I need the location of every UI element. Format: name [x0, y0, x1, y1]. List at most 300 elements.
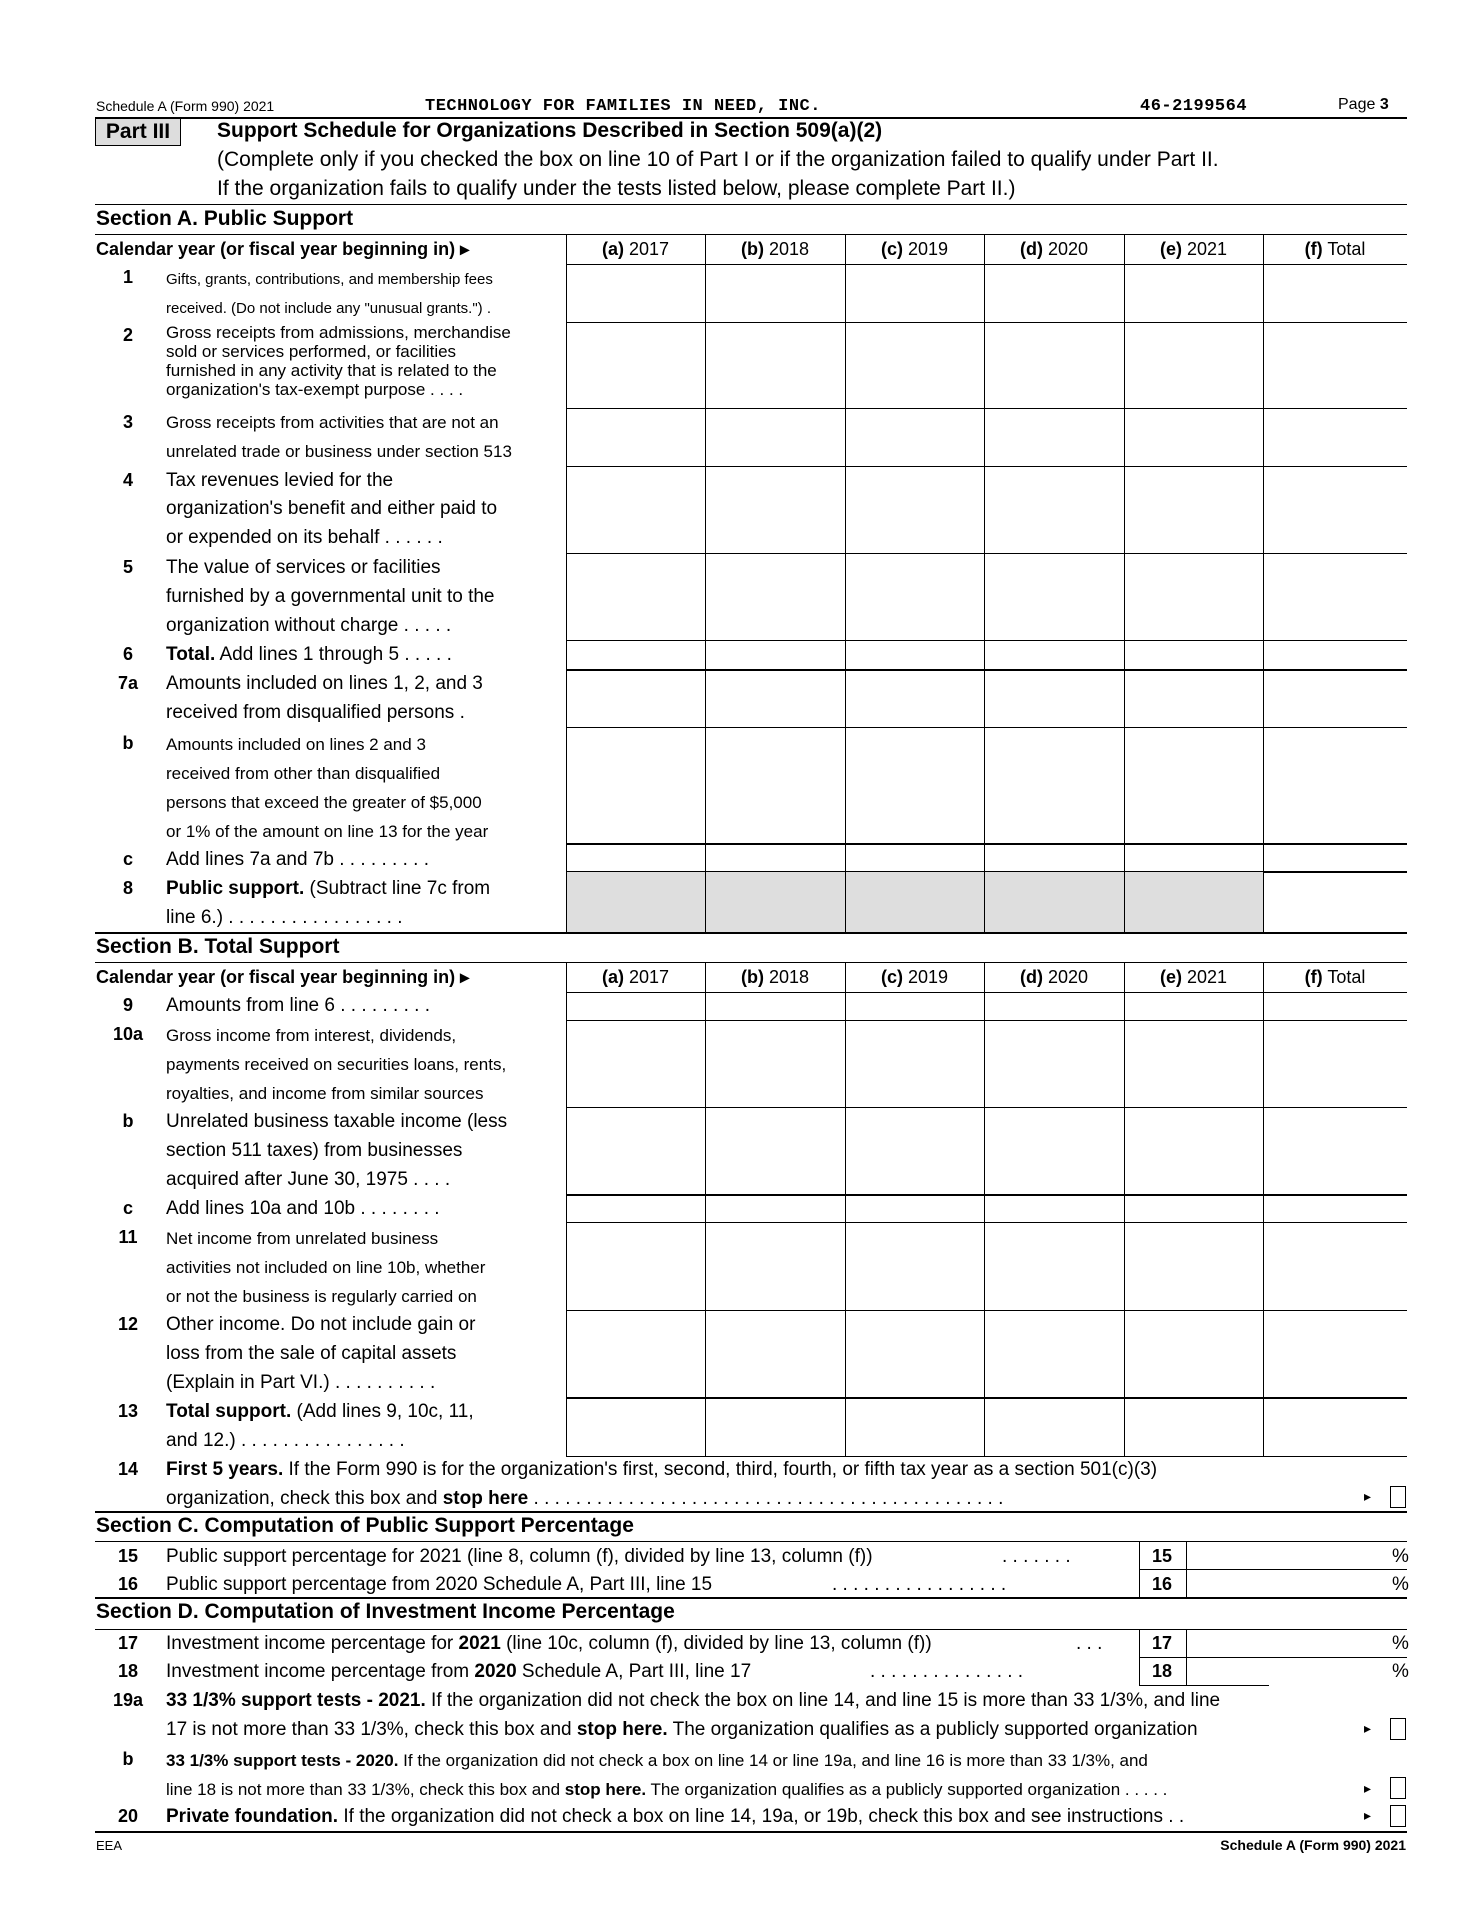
line-number: 12 — [117, 1314, 139, 1334]
line-text-pre: Investment income percentage from — [166, 1661, 475, 1682]
line-text: or not the business is regularly carried on — [166, 1287, 477, 1306]
amount-cell[interactable] — [1264, 1021, 1407, 1107]
amount-cell[interactable] — [985, 1311, 1124, 1397]
leader-dots: . . . . . . . . . . . . . . . . . — [832, 1574, 1007, 1595]
line-text-post: Schedule A, Part III, line 17 — [516, 1661, 752, 1682]
amount-cell[interactable] — [1125, 1223, 1263, 1310]
year-bold: 2021 — [458, 1633, 501, 1654]
amount-cell[interactable] — [706, 1223, 845, 1310]
line-number: c — [122, 1198, 133, 1218]
line-bold-label: First 5 years. — [166, 1459, 284, 1480]
ein: 46-2199564 — [1140, 97, 1248, 116]
box-divider — [1139, 1541, 1140, 1598]
line-19a-text-2 — [166, 1719, 1198, 1741]
line-text: or expended on its behalf . . . . . . — [166, 527, 443, 548]
line-14-text-2 — [166, 1488, 1003, 1510]
line-text-rest: Add lines 1 through 5 . . . . . — [215, 644, 452, 665]
arrow-icon: ▸ — [1364, 1488, 1372, 1504]
amount-cell[interactable] — [846, 1108, 984, 1194]
line-number: b — [122, 1749, 134, 1769]
column-letter: (d) — [1019, 967, 1043, 987]
amount-cell[interactable] — [1125, 265, 1263, 322]
part-instructions-2: If the organization fails to qualify under the tests listed below, please complete Part II.) — [217, 177, 1016, 200]
amount-cell[interactable] — [567, 728, 705, 843]
percent-sign: % — [1392, 1633, 1409, 1654]
amount-cell — [706, 872, 845, 932]
footer-rule — [95, 1831, 1407, 1833]
part-badge: Part III — [95, 118, 181, 146]
line-text: and 12.) . . . . . . . . . . . . . . . . — [166, 1430, 405, 1451]
page-indicator — [1338, 96, 1389, 114]
line-19b-text — [166, 1751, 1148, 1771]
line-number: 20 — [117, 1806, 139, 1826]
line-text: Amounts from line 6 . . . . . . . . . — [166, 995, 430, 1016]
column-year: 2021 — [1186, 967, 1228, 987]
amount-cell[interactable] — [846, 323, 984, 408]
section-a-bottom-rule — [95, 932, 1407, 934]
amount-cell[interactable] — [567, 554, 705, 640]
arrow-icon: ▸ — [1364, 1780, 1372, 1796]
line-19b-checkbox[interactable] — [1390, 1777, 1406, 1799]
line-text-row: Gross receipts from admissions, merchandise — [166, 323, 511, 342]
line-15-box-label: 15 — [1151, 1546, 1173, 1566]
amount-cell[interactable] — [567, 1398, 705, 1456]
line-text: (Explain in Part VI.) . . . . . . . . . . — [166, 1372, 436, 1393]
line-bold-label: 33 1/3% support tests - 2021. — [166, 1690, 426, 1711]
amount-cell[interactable] — [985, 265, 1124, 322]
amount-cell — [985, 872, 1124, 932]
line-text: Unrelated business taxable income (less — [166, 1111, 508, 1132]
amount-cell[interactable] — [567, 1195, 705, 1222]
line-18-box-label: 18 — [1151, 1661, 1173, 1681]
stop-here-label: stop here. — [564, 1780, 647, 1799]
line-text-row: organization's tax-exempt purpose . . . . — [166, 380, 464, 399]
line-number: 6 — [122, 644, 133, 664]
column-year: 2018 — [768, 239, 810, 259]
amount-cell — [846, 872, 984, 932]
line-number: b — [122, 1111, 134, 1131]
column-year: Total — [1327, 239, 1366, 259]
amount-cell[interactable] — [1264, 1223, 1407, 1310]
amount-cell[interactable] — [846, 728, 984, 843]
column-year: 2020 — [1047, 967, 1089, 987]
amount-cell[interactable] — [567, 323, 705, 408]
amount-cell[interactable] — [846, 993, 984, 1020]
line-number: 17 — [117, 1633, 139, 1653]
line-text-pre: Investment income percentage for — [166, 1633, 459, 1654]
line-text: or 1% of the amount on line 13 for the year — [166, 822, 489, 841]
amount-cell[interactable] — [706, 1108, 845, 1194]
form-name: Schedule A (Form 990) 2021 — [96, 98, 275, 114]
line-number: 11 — [118, 1227, 138, 1247]
column-year: 2017 — [628, 239, 670, 259]
line-19a-text — [166, 1690, 1220, 1712]
amount-cell[interactable] — [985, 670, 1124, 727]
amount-cell[interactable] — [1125, 1311, 1263, 1397]
amount-cell[interactable] — [567, 1223, 705, 1310]
column-header — [705, 967, 845, 988]
line-text-rest: If the organization did not check a box on line 14, 19a, or 19b, check this box and see instructions . . — [338, 1806, 1185, 1827]
line-text: royalties, and income from similar sources — [166, 1084, 484, 1103]
column-header — [566, 967, 705, 988]
line-14-checkbox[interactable] — [1390, 1486, 1406, 1508]
line-text — [166, 1401, 474, 1423]
amount-cell[interactable] — [567, 1311, 705, 1397]
line-text-rest: If the Form 990 is for the organization's first, second, third, fourth, or fifth tax year as a section 501(c)(3) — [283, 1459, 1158, 1480]
box-divider — [1139, 1629, 1140, 1686]
line-text: Net income from unrelated business — [166, 1229, 439, 1248]
line-text-rest: (Subtract line 7c from — [304, 878, 491, 899]
column-year: 2020 — [1047, 239, 1089, 259]
amount-cell[interactable] — [1264, 1108, 1407, 1194]
amount-cell[interactable] — [1264, 728, 1407, 843]
line-17-box-label: 17 — [1151, 1633, 1173, 1653]
box-divider — [1186, 1541, 1187, 1598]
line-20-text — [166, 1806, 1184, 1828]
amount-cell[interactable] — [846, 844, 984, 871]
amount-cell[interactable] — [706, 1021, 845, 1107]
column-header — [1124, 967, 1263, 988]
line-text-row: sold or services performed, or facilities — [166, 342, 457, 361]
column-letter: (c) — [880, 239, 903, 259]
amount-cell[interactable] — [846, 1398, 984, 1456]
column-header — [1124, 239, 1263, 260]
amount-cell[interactable] — [1125, 323, 1263, 408]
column-year: 2019 — [907, 239, 949, 259]
section-a-rule — [95, 234, 1407, 235]
amount-cell[interactable] — [1264, 1195, 1407, 1222]
page-number: 3 — [1379, 96, 1389, 113]
amount-cell[interactable] — [985, 409, 1124, 466]
line-text: activities not included on line 10b, whether — [166, 1258, 486, 1277]
line-text-rest: (Add lines 9, 10c, 11, — [291, 1401, 474, 1422]
line-15-input[interactable] — [1190, 1543, 1390, 1569]
amount-cell[interactable] — [1264, 641, 1407, 669]
amount-cell[interactable] — [567, 1108, 705, 1194]
organization-name: TECHNOLOGY FOR FAMILIES IN NEED, INC. — [425, 97, 821, 116]
column-header — [1263, 967, 1407, 988]
line-text-post: (line 10c, column (f), divided by line 13, column (f)) — [500, 1633, 932, 1654]
line-text-pre: organization, check this box and — [166, 1488, 443, 1509]
line-text: furnished by a governmental unit to the — [166, 586, 495, 607]
amount-cell[interactable] — [1264, 670, 1407, 727]
column-header — [566, 239, 705, 260]
amount-cell[interactable] — [1264, 1311, 1407, 1397]
amount-cell[interactable] — [1125, 467, 1263, 553]
line-number: 19a — [112, 1690, 144, 1710]
amount-cell[interactable] — [706, 1398, 845, 1456]
column-header — [845, 239, 984, 260]
line-number: c — [122, 849, 133, 869]
line-text: Gross income from interest, dividends, — [166, 1026, 457, 1045]
line-number: 2 — [122, 325, 133, 345]
line-number: 18 — [117, 1661, 139, 1681]
amount-cell[interactable] — [706, 993, 845, 1020]
section-a-calendar-header: Calendar year (or fiscal year beginning in) ▸ — [96, 239, 470, 259]
line-text: Amounts included on lines 2 and 3 — [166, 735, 426, 754]
amount-cell[interactable] — [985, 1195, 1124, 1222]
section-b-calendar-header: Calendar year (or fiscal year beginning in) ▸ — [96, 967, 470, 987]
line-number: 14 — [117, 1459, 139, 1479]
amount-cell[interactable] — [985, 641, 1124, 669]
line-16-text: Public support percentage from 2020 Schedule A, Part III, line 15 — [166, 1574, 713, 1595]
line-number: 9 — [122, 995, 133, 1015]
amount-cell[interactable] — [985, 1108, 1124, 1194]
line-text: Amounts included on lines 1, 2, and 3 — [166, 673, 483, 694]
line-text-post: The organization qualifies as a publicly supported organization . . . . . — [646, 1780, 1168, 1799]
section-c-title: Section C. Computation of Public Support Percentage — [96, 1514, 634, 1537]
amount-cell[interactable] — [1264, 323, 1407, 408]
amount-cell[interactable] — [567, 1021, 705, 1107]
line-text — [166, 644, 452, 666]
leader-dots: . . . — [1076, 1633, 1103, 1654]
line-17-text — [166, 1633, 932, 1655]
amount-cell[interactable] — [1125, 1021, 1263, 1107]
column-header — [984, 967, 1124, 988]
amount-cell[interactable] — [706, 265, 845, 322]
amount-cell[interactable] — [567, 993, 705, 1020]
line-number: 15 — [117, 1546, 139, 1566]
part-instructions-1: (Complete only if you checked the box on line 10 of Part I or if the organization failed to qualify under Part II. — [217, 148, 1219, 171]
amount-cell[interactable] — [985, 1398, 1124, 1456]
box-rule — [1139, 1657, 1407, 1658]
line-text: Add lines 7a and 7b . . . . . . . . . — [166, 849, 429, 870]
line-text: unrelated trade or business under section 513 — [166, 442, 512, 461]
column-year: 2021 — [1186, 239, 1228, 259]
line-number: 7a — [117, 673, 139, 693]
line-16-box-label: 16 — [1151, 1574, 1173, 1594]
line-text: loss from the sale of capital assets — [166, 1343, 457, 1364]
amount-cell[interactable] — [706, 1195, 845, 1222]
amount-cell[interactable] — [1125, 554, 1263, 640]
line-number: 1 — [122, 267, 133, 287]
column-letter: (b) — [740, 967, 764, 987]
amount-cell[interactable] — [1264, 993, 1407, 1020]
line-18-input[interactable] — [1190, 1658, 1390, 1684]
line-18-text — [166, 1661, 751, 1683]
column-year: Total — [1327, 967, 1366, 987]
stop-here-label: stop here. — [576, 1719, 668, 1740]
line-number: b — [122, 733, 134, 753]
line-bold-label: 33 1/3% support tests - 2020. — [166, 1751, 399, 1770]
year-bold: 2020 — [474, 1661, 517, 1682]
amount-cell[interactable] — [706, 844, 845, 871]
section-d-title: Section D. Computation of Investment Income Percentage — [96, 1600, 675, 1623]
line-17-input[interactable] — [1190, 1630, 1390, 1656]
section-a-title: Section A. Public Support — [96, 207, 354, 230]
column-year: 2019 — [907, 967, 949, 987]
amount-cell[interactable] — [985, 323, 1124, 408]
amount-cell[interactable] — [846, 1195, 984, 1222]
amount-cell[interactable] — [985, 467, 1124, 553]
line-19b-text-2 — [166, 1780, 1167, 1800]
amount-cell[interactable] — [706, 554, 845, 640]
arrow-icon: ▸ — [1364, 1807, 1372, 1823]
amount-cell[interactable] — [1125, 1108, 1263, 1194]
line-text: acquired after June 30, 1975 . . . . — [166, 1169, 451, 1190]
section-b-bottom-rule — [95, 1511, 1407, 1513]
amount-cell[interactable] — [567, 265, 705, 322]
column-header — [1263, 239, 1407, 260]
footer-form-name: Schedule A (Form 990) 2021 — [1220, 1837, 1406, 1853]
amount-cell[interactable] — [1125, 844, 1263, 871]
amount-cell[interactable] — [1125, 728, 1263, 843]
amount-cell[interactable] — [846, 641, 984, 669]
box-rule — [1139, 1569, 1407, 1570]
amount-cell[interactable] — [846, 467, 984, 553]
line-text-post: The organization qualifies as a publicly supported organization — [667, 1719, 1198, 1740]
line-text: payments received on securities loans, rents, — [166, 1055, 507, 1074]
percent-sign: % — [1392, 1574, 1409, 1595]
line-number: 16 — [117, 1574, 139, 1594]
amount-cell — [1125, 872, 1263, 932]
line-text — [166, 878, 490, 900]
line-text-rest: If the organization did not check a box on line 14 or line 19a, and line 16 is more than 33 1/3%, and — [398, 1751, 1148, 1770]
amount-cell[interactable] — [706, 409, 845, 466]
amount-cell[interactable] — [985, 728, 1124, 843]
line-number: 4 — [122, 470, 133, 490]
line-text: Gifts, grants, contributions, and membership fees — [166, 271, 493, 288]
amount-cell[interactable] — [1125, 993, 1263, 1020]
line-15-text: Public support percentage for 2021 (line 8, column (f), divided by line 13, column (f)) — [166, 1546, 873, 1567]
amount-cell[interactable] — [567, 641, 705, 669]
amount-cell — [567, 872, 705, 932]
amount-cell[interactable] — [985, 993, 1124, 1020]
amount-cell[interactable] — [1125, 409, 1263, 466]
column-letter: (d) — [1019, 239, 1043, 259]
amount-cell[interactable] — [567, 409, 705, 466]
amount-cell[interactable] — [846, 1311, 984, 1397]
line-number: 5 — [122, 557, 133, 577]
line-text: Add lines 10a and 10b . . . . . . . . — [166, 1198, 440, 1219]
amount-cell[interactable] — [985, 1223, 1124, 1310]
amount-cell[interactable] — [706, 323, 845, 408]
line-19a-checkbox[interactable] — [1390, 1718, 1406, 1740]
amount-cell[interactable] — [846, 265, 984, 322]
column-letter: (a) — [601, 967, 624, 987]
line-16-input[interactable] — [1190, 1571, 1390, 1597]
amount-cell[interactable] — [1264, 872, 1407, 932]
line-text: received from disqualified persons . — [166, 702, 465, 723]
line-text: Other income. Do not include gain or — [166, 1314, 476, 1335]
amount-cell[interactable] — [985, 554, 1124, 640]
amount-cell[interactable] — [706, 728, 845, 843]
amount-cell[interactable] — [1125, 670, 1263, 727]
line-bold-label: Private foundation. — [166, 1806, 339, 1827]
amount-cell[interactable] — [1264, 265, 1407, 322]
section-b-rule — [95, 962, 1407, 963]
amount-cell[interactable] — [846, 409, 984, 466]
part-rule — [95, 204, 1407, 205]
line-text-pre: line 18 is not more than 33 1/3%, check this box and — [166, 1780, 565, 1799]
line-text: organization without charge . . . . . — [166, 615, 452, 636]
line-text: received. (Do not include any "unusual grants.") . — [166, 300, 491, 317]
line-number: 10a — [112, 1024, 144, 1044]
amount-cell[interactable] — [706, 670, 845, 727]
amount-cell[interactable] — [846, 1021, 984, 1107]
line-text: Gross receipts from activities that are not an — [166, 413, 499, 432]
line-text: line 6.) . . . . . . . . . . . . . . . . . — [166, 907, 403, 928]
column-letter: (c) — [880, 967, 903, 987]
line-14-text — [166, 1459, 1157, 1481]
section-b-title: Section B. Total Support — [96, 935, 340, 958]
page-label: Page — [1338, 96, 1376, 113]
amount-cell[interactable] — [1264, 1398, 1407, 1456]
amount-cell[interactable] — [706, 467, 845, 553]
percent-sign: % — [1392, 1661, 1409, 1682]
section-c-bottom-rule — [95, 1597, 1407, 1599]
leader-dots: . . . . . . . — [1002, 1546, 1071, 1567]
line-text — [166, 323, 511, 399]
column-letter: (a) — [601, 239, 624, 259]
amount-cell[interactable] — [1264, 844, 1407, 871]
box-rule — [1139, 1541, 1407, 1542]
column-letter: (b) — [740, 239, 764, 259]
column-header — [845, 967, 984, 988]
line-number: 13 — [117, 1401, 139, 1421]
amount-cell[interactable] — [846, 1223, 984, 1310]
stop-here-label: stop here — [442, 1488, 529, 1509]
part-title: Support Schedule for Organizations Described in Section 509(a)(2) — [217, 119, 883, 142]
line-number: 8 — [122, 878, 133, 898]
amount-cell[interactable] — [846, 670, 984, 727]
line-20-checkbox[interactable] — [1390, 1805, 1406, 1827]
column-letter: (f) — [1304, 239, 1323, 259]
amount-cell[interactable] — [846, 554, 984, 640]
amount-cell[interactable] — [1264, 554, 1407, 640]
amount-cell[interactable] — [1125, 1398, 1263, 1456]
amount-cell[interactable] — [567, 844, 705, 871]
footer-eea: EEA — [96, 1838, 123, 1853]
amount-cell[interactable] — [1264, 467, 1407, 553]
box-rule — [1139, 1685, 1269, 1686]
column-letter: (e) — [1159, 967, 1182, 987]
line-bold-label: Total. — [166, 644, 216, 665]
amount-cell[interactable] — [567, 467, 705, 553]
line-text: organization's benefit and either paid to — [166, 498, 498, 519]
amount-cell[interactable] — [1125, 641, 1263, 669]
column-header — [705, 239, 845, 260]
box-divider — [1186, 1629, 1187, 1686]
column-letter: (f) — [1304, 967, 1323, 987]
arrow-icon: ▸ — [1364, 1720, 1372, 1736]
column-header — [984, 239, 1124, 260]
line-bold-label: Public support. — [166, 878, 305, 899]
percent-sign: % — [1392, 1546, 1409, 1567]
amount-cell[interactable] — [706, 641, 845, 669]
column-year: 2017 — [628, 967, 670, 987]
leader-dots: . . . . . . . . . . . . . . . — [870, 1661, 1024, 1682]
amount-cell[interactable] — [1264, 409, 1407, 466]
amount-cell[interactable] — [985, 1021, 1124, 1107]
amount-cell[interactable] — [985, 844, 1124, 871]
amount-cell[interactable] — [1125, 1195, 1263, 1222]
line-bold-label: Total support. — [166, 1401, 292, 1422]
line-text: Tax revenues levied for the — [166, 470, 394, 491]
line-text: received from other than disqualified — [166, 764, 441, 783]
amount-cell[interactable] — [567, 670, 705, 727]
line-text-rest: If the organization did not check the box on line 14, and line 15 is more than 33 1/3%, and line — [425, 1690, 1221, 1711]
line-text-row: furnished in any activity that is related to the — [166, 361, 497, 380]
line-text: persons that exceed the greater of $5,000 — [166, 793, 482, 812]
column-letter: (e) — [1159, 239, 1182, 259]
leader-dots: . . . . . . . . . . . . . . . . . . . . . . . . . . . . . . . . . . . . . . . . . . . . . — [528, 1488, 1004, 1509]
amount-cell[interactable] — [706, 1311, 845, 1397]
line-text: section 511 taxes) from businesses — [166, 1140, 463, 1161]
grid-bottom-rule — [566, 1456, 1407, 1457]
line-text-pre: 17 is not more than 33 1/3%, check this box and — [166, 1719, 577, 1740]
column-year: 2018 — [768, 967, 810, 987]
